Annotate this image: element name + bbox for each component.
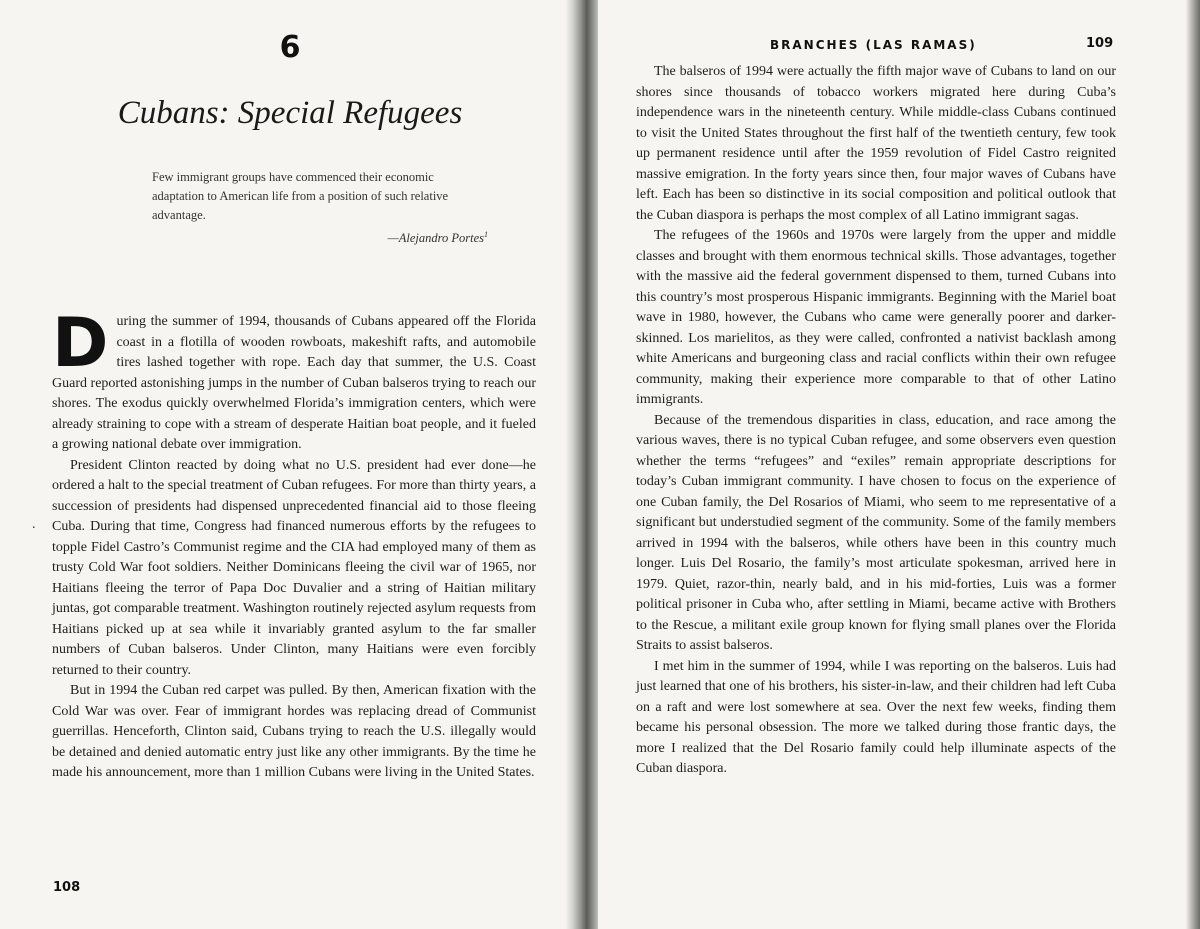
paragraph-6: Because of the tremendous disparities in class, education, and race among the various waves, there is no typical Cuban refugee, and some observers even question whether the terms “refugees” and “exiles” remain appropriate descriptions for today’s Cuban immigrant community. I have chosen to focus on the experience of one Cuban family, the Del Rosarios of Miami, who seem to me representative of a significant but understudied segment of the community. Some of the family members arrived in 1994 with the balseros, while others have been in this country much longer. Luis Del Rosario, the family’s most articulate spokesman, arrived here in 1979. Quiet, razor-thin, nearly bald, and in his mid-forties, Luis was a former political prisoner in Cuba who, after settling in Miami, became active with Brothers to the Rescue, a militant exile group known for flying small planes over the Florida Straits to assist balseros. [636, 412, 1116, 653]
paragraph-3: But in 1994 the Cuban red carpet was pulled. By then, American fixation with the Cold War was over. Fear of immigrant hordes was replacing dread of Communist guerrillas. Henceforth, Clinton said, Cubans trying to reach the U.S. illegally would be detained and denied automatic entry just like any other immigrants. By the time he made his announcement, more than 1 million Cubans were living in the United States. [52, 683, 536, 780]
paragraph-2: President Clinton reacted by doing what no U.S. president had ever done—he ordered a halt to the special treatment of Cuban refugees. For more than thirty years, a succession of presidents had dispensed unprecedented financial aid to those fleeing Cuba. During that time, Congress had financed numerous efforts by the refugees to topple Fidel Castro’s Communist regime and the CIA had employed many of them as trusty Cold War foot soldiers. Neither Dominicans fleeing the civil war of 1965, nor Haitians fleeing the terror of Papa Doc Duvalier and a string of Haitian military juntas, got comparable treatment. Washington routinely rejected asylum requests from Haitians picked up at sea while it invariably granted asylum to the far smaller numbers of Cuban balseros. Under Clinton, many Haitians were even forcibly returned to their country. [52, 457, 536, 678]
left-body-text [52, 304, 536, 784]
running-head: BRANCHES (LAS RAMAS) [770, 38, 977, 52]
footnote-marker: 1 [484, 230, 488, 239]
chapter-title: Cubans: Special Refugees [117, 95, 463, 131]
left-page [0, 0, 580, 929]
paragraph-4: The balseros of 1994 were actually the fifth major wave of Cubans to land on our shores since thousands of tobacco workers migrated here during Cuba’s independence wars in the nineteenth century. While middle-class Cubans continued to visit the United States throughout the first half of the twentieth century, few took up permanent residence until after the 1959 revolution of Fidel Castro reignited massive emigration. In the forty years since then, four major waves of Cubans have left. Each has been so distinctive in its social composition and political outlook that the Cuban diaspora is perhaps the most complex of all Latino immigrant sagas. [636, 64, 1116, 223]
epigraph-author: —Alejandro Portes [387, 231, 484, 246]
page-edge-shadow [1186, 0, 1200, 929]
right-body-text [636, 62, 1116, 780]
page-number-left: 108 [53, 880, 81, 895]
epigraph-attribution [152, 225, 488, 248]
drop-cap: D [52, 304, 109, 383]
epigraph-text: Few immigrant groups have commenced their economic adaptation to American life from a position of such relative advantage. [152, 170, 449, 222]
paragraph-1 [52, 304, 536, 456]
paragraph-1-text: uring the summer of 1994, thousands of Cubans appeared off the Florida coast in a flotilla of wooden rowboats, makeshift rafts, and automobile tires lashed together with rope. Each day that summer, the U.S. Coast Guard reported astonishing jumps in the number of Cuban balseros trying to reach our shores. The exodus quickly overwhelmed Florida’s immigration centers, which were already straining to cope with a stream of desperate Haitian boat people, and it fueled a growing national debate over immigration. [52, 314, 536, 452]
epigraph [152, 168, 488, 248]
paragraph-7: I met him in the summer of 1994, while I was reporting on the balseros. Luis had just learned that one of his brothers, his sister-in-law, and their children had left Cuba on a raft and were lost somewhere at sea. Over the next few weeks, finding them became his personal obsession. The more we talked during those frantic days, the more I realized that the Del Rosario family could help illuminate aspects of the Cuban diaspora. [636, 658, 1116, 776]
stray-mark: . [32, 517, 36, 532]
paragraph-5: The refugees of the 1960s and 1970s were largely from the upper and middle classes and brought with them enormous technical skills. Those advantages, together with the massive aid the federal government dispensed to them, turned Cubans into this country’s most prosperous Hispanic immigrants. Beginning with the Mariel boat wave in 1980, however, the Cubans who came were generally poorer and darker-skinned. Los marielitos, as they were called, confronted a nativist backlash among white Americans and burgeoning class and racial conflicts within their own refugee community, making their experience more comparable to that of other Latino immigrants. [636, 228, 1116, 407]
chapter-number: 6 [279, 30, 301, 65]
page-number-right: 109 [1086, 36, 1114, 51]
